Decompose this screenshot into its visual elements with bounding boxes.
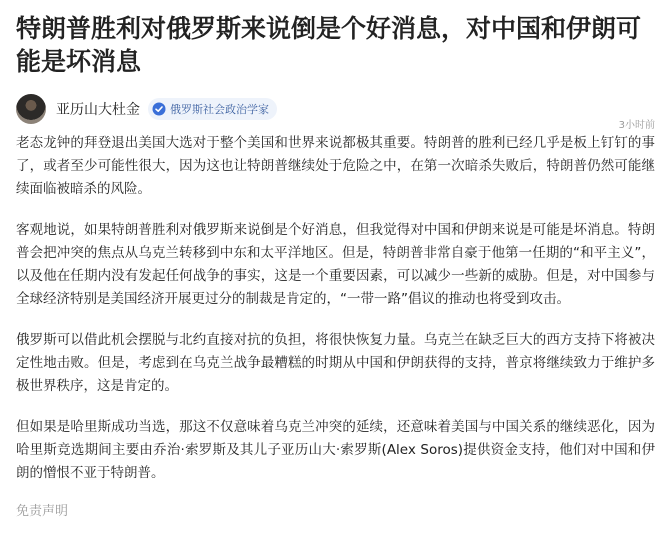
publish-time: 3小时前	[618, 120, 655, 131]
article-body	[16, 132, 655, 485]
paragraph-2: 客观地说，如果特朗普胜利对俄罗斯来说倒是个好消息，但我觉得对中国和伊朗来说是可能是坏消息。特朗普会把冲突的焦点从乌克兰转移到中东和太平洋地区。但是，特朗普非常自豪于他第一任期的“和平主义”，以及他在任期内没有发起任何战争的事实，这是一个重要因素，可以减少一些新的威胁。但是，对中国参与全球经济特别是美国经济开展更过分的制裁是肯定的，“一带一路”倡议的推动也将受到攻击。	[16, 222, 655, 307]
verified-label: 俄罗斯社会政治学家	[170, 103, 269, 116]
paragraph-1: 老态龙钟的拜登退出美国大选对于整个美国和世界来说都极其重要。特朗普的胜利已经几乎是板上钉钉的事了，或者至少可能性很大，因为这也让特朗普继续处于危险之中，在第一次暗杀失败后，特朗普仍然可能继续面临被暗杀的风险。	[16, 135, 655, 197]
verified-badge	[148, 98, 277, 120]
author-name[interactable]: 亚历山大杜金	[56, 102, 140, 118]
paragraph-4: 但如果是哈里斯成功当选，那这不仅意味着乌克兰冲突的延续，还意味着美国与中国关系的继续恶化，因为哈里斯竞选期间主要由乔治·索罗斯及其儿子亚历山大·索罗斯(Alex Soros)提供资金支持，他们对中国和伊朗的憎恨不亚于特朗普。	[16, 419, 655, 481]
disclaimer-link[interactable]: 免责声明	[16, 504, 69, 519]
author-row	[16, 92, 655, 131]
article-title: 特朗普胜利对俄罗斯来说倒是个好消息，对中国和伊朗可能是坏消息	[16, 14, 642, 76]
verified-badge-icon	[152, 102, 166, 116]
author-avatar[interactable]	[16, 94, 46, 124]
paragraph-3: 俄罗斯可以借此机会摆脱与北约直接对抗的负担，将很快恢复力量。乌克兰在缺乏巨大的西方支持下将被决定性地击败。但是，考虑到在乌克兰战争最糟糕的时期从中国和伊朗获得的支持，普京将继续致力于维护多极世界秩序，这是肯定的。	[16, 332, 655, 394]
